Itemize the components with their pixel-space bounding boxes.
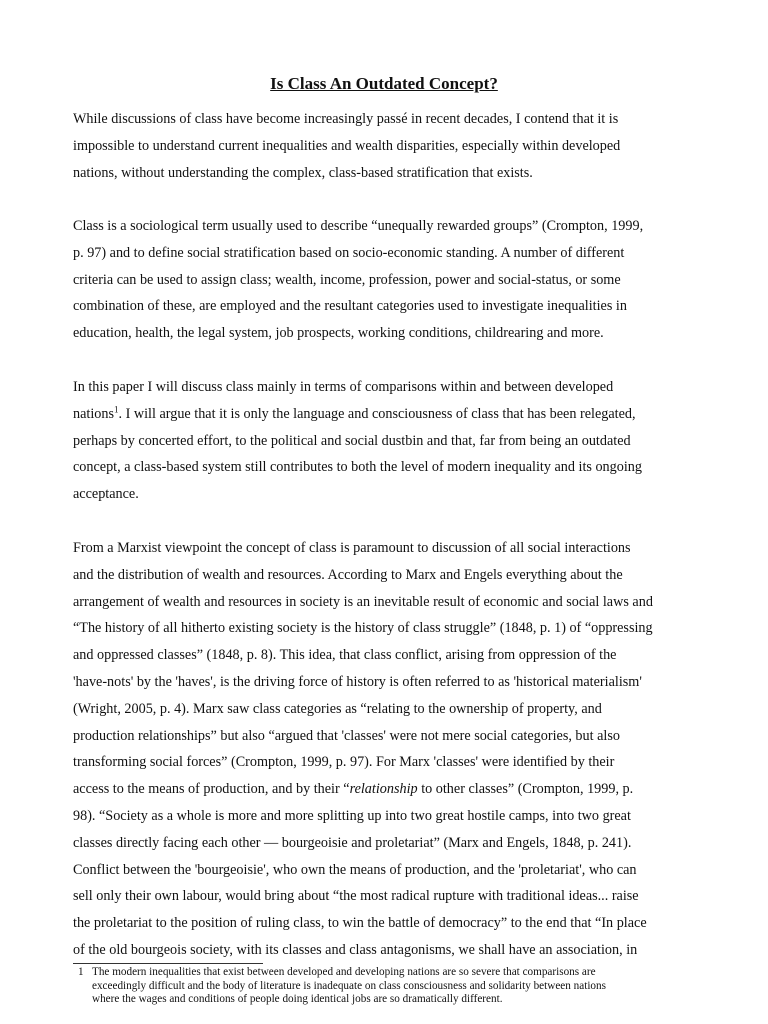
text-line: p. 97) and to define social stratification based on socio-economic standing. A number of different xyxy=(73,244,625,261)
page-title: Is Class An Outdated Concept? xyxy=(270,74,498,93)
text-fragment: to other classes” (Crompton, 1999, p. xyxy=(417,781,634,798)
text-line: transforming social forces” (Crompton, 1999, p. 97). For Marx 'classes' were identified by their xyxy=(73,754,615,771)
text-line: While discussions of class have become increasingly passé in recent decades, I contend that it is xyxy=(73,111,619,127)
text-line-with-italic xyxy=(73,776,697,803)
footnote-line: exceedingly difficult and the body of literature is inadequate on class consciousness and solidarity between nations xyxy=(92,979,606,992)
text-line: “The history of all hitherto existing society is the history of class struggle” (1848, p. 1) of “oppressing xyxy=(73,620,653,637)
text-line: education, health, the legal system, job prospects, working conditions, childrearing and more. xyxy=(73,325,604,342)
text-fragment: . I will argue that it is only the language and consciousness of class that has been relegated, xyxy=(118,405,636,422)
text-line: combination of these, are employed and the resultant categories used to investigate inequalities in xyxy=(73,298,627,315)
text-line: classes directly facing each other — bourgeoisie and proletariat” (Marx and Engels, 1848, p. 241). xyxy=(73,834,632,851)
paragraph-4 xyxy=(73,535,697,964)
text-fragment: access to the means of production, and by their “ xyxy=(73,781,350,798)
text-line: of the old bourgeois society, with its classes and class antagonisms, we shall have an association, in xyxy=(73,941,638,958)
footnote xyxy=(78,966,718,1007)
footnote-number: 1 xyxy=(78,966,84,978)
text-line: and the distribution of wealth and resources. According to Marx and Engels everything about the xyxy=(73,566,623,583)
footnote-text: The modern inequalities that exist between developed and developing nations are so severe that comparisons are xyxy=(92,966,596,978)
text-line: acceptance. xyxy=(73,486,139,503)
text-line: Class is a sociological term usually used to describe “unequally rewarded groups” (Crompton, 1999, xyxy=(73,218,644,234)
text-line-with-footnote-ref xyxy=(73,401,697,428)
text-line: nations, without understanding the complex, class-based stratification that exists. xyxy=(73,164,533,181)
text-line: impossible to understand current inequalities and wealth disparities, especially within developed xyxy=(73,137,621,154)
text-line: arrangement of wealth and resources in society is an inevitable result of economic and social laws and xyxy=(73,593,653,610)
paragraph-2 xyxy=(73,213,697,347)
text-line: production relationships” but also “argued that 'classes' were not mere social categories, but also xyxy=(73,727,620,744)
text-line: From a Marxist viewpoint the concept of class is paramount to discussion of all social interactions xyxy=(73,540,631,556)
text-fragment: nations xyxy=(73,405,114,422)
italic-term: relationship xyxy=(349,781,418,798)
text-line: 'have-nots' by the 'haves', is the driving force of history is often referred to as 'historical materialism' xyxy=(73,673,642,690)
paragraph-3 xyxy=(73,374,697,508)
text-line: concept, a class-based system still contributes to both the level of modern inequality and its ongoing xyxy=(73,459,642,476)
text-line: 98). “Society as a whole is more and more splitting up into two great hostile camps, into two great xyxy=(73,807,631,824)
footnote-line xyxy=(78,966,718,980)
footnote-line: where the wages and conditions of people doing identical jobs are so dramatically different. xyxy=(92,993,503,1006)
text-line: Conflict between the 'bourgeoisie', who own the means of production, and the 'proletariat', who can xyxy=(73,861,637,878)
text-line: and oppressed classes” (1848, p. 8). This idea, that class conflict, arising from oppression of the xyxy=(73,647,617,664)
text-line: In this paper I will discuss class mainly in terms of comparisons within and between developed xyxy=(73,379,614,395)
text-line: the proletariat to the position of ruling class, to win the battle of democracy” to the end that “In place xyxy=(73,915,647,932)
text-line: criteria can be used to assign class; wealth, income, profession, power and social-status, or some xyxy=(73,271,621,288)
footnote-reference[interactable]: 1 xyxy=(113,404,119,415)
footnote-separator xyxy=(73,963,263,964)
text-line: sell only their own labour, would bring about “the most radical rupture with traditional ideas... raise xyxy=(73,888,639,905)
paragraph-1 xyxy=(73,106,697,186)
text-line: perhaps by concerted effort, to the political and social dustbin and that, far from being an outdated xyxy=(73,432,631,449)
text-line: (Wright, 2005, p. 4). Marx saw class categories as “relating to the ownership of property, and xyxy=(73,700,602,717)
